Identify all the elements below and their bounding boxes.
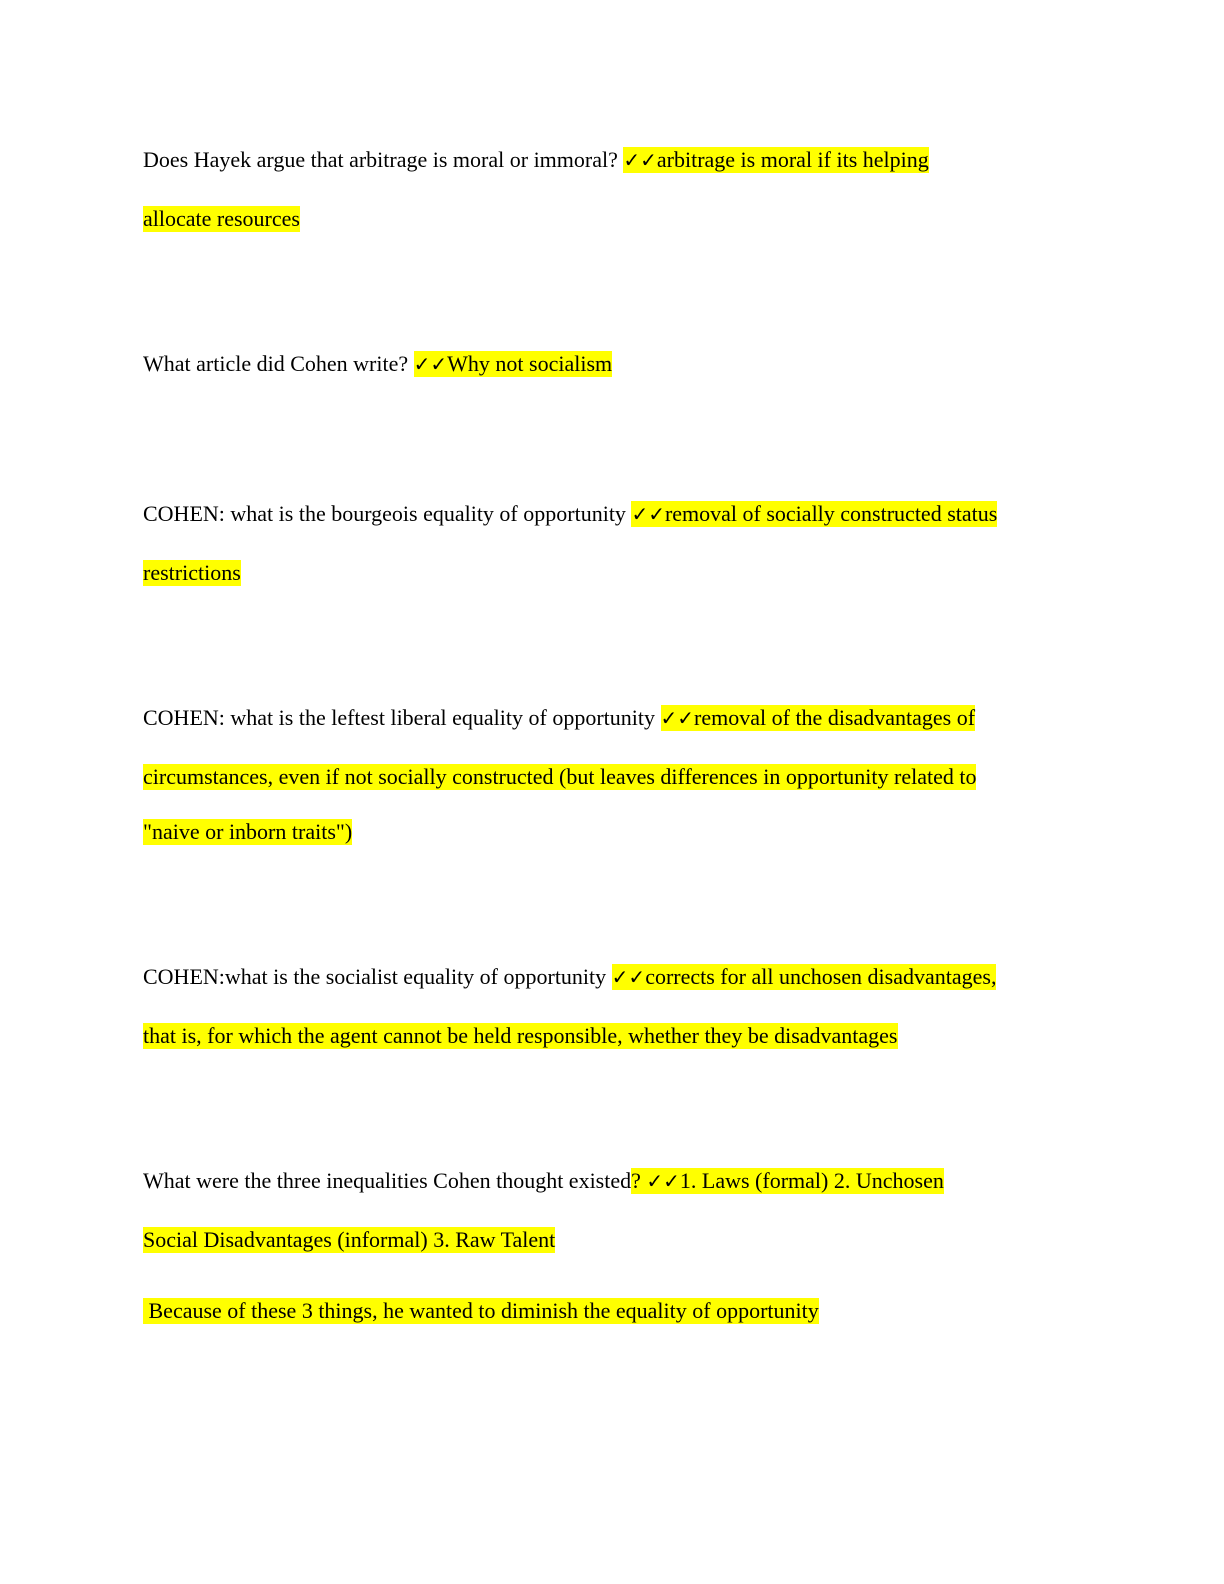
answer-text: "naive or inborn traits")	[143, 819, 353, 844]
answer-text: Because of these 3 things, he wanted to diminish the equality of opportunity	[143, 1298, 819, 1323]
answer-text: removal of the disadvantages of	[694, 705, 976, 730]
answer-line	[143, 557, 241, 589]
answer-line	[143, 1020, 898, 1052]
question-text: COHEN:what is the socialist equality of opportunity	[143, 964, 612, 989]
answer-text: allocate resources	[143, 206, 300, 231]
double-check-icon: ✓✓	[646, 1169, 680, 1193]
question-text: Does Hayek argue that arbitrage is moral or immoral?	[143, 147, 624, 172]
question-line	[143, 702, 975, 734]
answer-text: Social Disadvantages (informal) 3. Raw Talent	[143, 1227, 556, 1252]
question-tail: ?	[631, 1168, 647, 1193]
question-line	[143, 348, 612, 380]
double-check-icon: ✓✓	[611, 965, 646, 989]
answer-line	[143, 761, 976, 793]
double-check-icon: ✓✓	[660, 706, 695, 730]
answer-highlight	[414, 351, 613, 377]
answer-line	[143, 203, 300, 235]
answer-text: corrects for all unchosen disadvantages,	[645, 964, 997, 989]
answer-text: arbitrage is moral if its helping	[656, 147, 929, 172]
answer-text: circumstances, even if not socially constructed (but leaves differences in opportunity related to	[143, 764, 977, 789]
answer-text: that is, for which the agent cannot be held responsible, whether they be disadvantages	[143, 1023, 898, 1048]
double-check-icon: ✓✓	[623, 148, 657, 172]
question-text: COHEN: what is the leftest liberal equality of opportunity	[143, 705, 661, 730]
answer-text: restrictions	[143, 560, 241, 585]
question-text: What article did Cohen write?	[143, 351, 414, 376]
question-line	[143, 498, 997, 530]
answer-highlight	[623, 147, 928, 173]
answer-text: Why not socialism	[447, 351, 613, 376]
question-text: COHEN: what is the bourgeois equality of opportunity	[143, 501, 632, 526]
answer-text: 1. Laws (formal) 2. Unchosen	[679, 1168, 944, 1193]
question-text: What were the three inequalities Cohen thought existed	[143, 1168, 632, 1193]
answer-line	[143, 1295, 819, 1327]
double-check-icon: ✓✓	[631, 502, 665, 526]
answer-highlight	[631, 1168, 944, 1194]
answer-highlight	[661, 705, 976, 731]
question-line	[143, 961, 996, 993]
double-check-icon: ✓✓	[413, 352, 448, 376]
answer-highlight	[631, 501, 997, 527]
question-line	[143, 144, 929, 176]
answer-text: removal of socially constructed status	[664, 501, 998, 526]
question-line	[143, 1165, 944, 1197]
answer-highlight	[612, 964, 997, 990]
answer-line	[143, 1224, 555, 1256]
answer-line	[143, 816, 352, 848]
